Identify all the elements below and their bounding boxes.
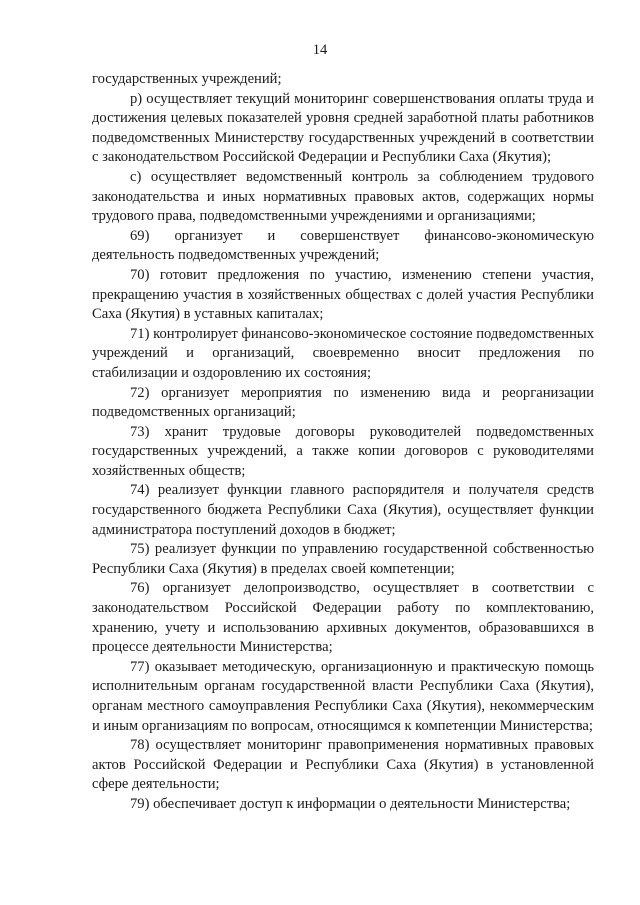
paragraph-continuation: государственных учреждений; (92, 71, 282, 87)
paragraph-item-69: 69) организует и совершенствует финансово-экономическую деятельность подведомственных учреждений; (92, 227, 594, 264)
paragraph-item-74: 74) реализует функции главного распорядителя и получателя средств государственного бюджета Республики Саха (Якутия), осуществляет функции администратора поступлений доходов в бюджет; (92, 482, 594, 538)
paragraph-item-77: 77) оказывает методическую, организационную и практическую помощь исполнительным органам государственной власти Республики Саха (Якутия), органам местного самоуправления Республики Саха (Якутия), некоммерческим и иным организациям по вопросам, относящимся к компетенции Министерства; (92, 658, 594, 734)
paragraph-item-71: 71) контролирует финансово-экономическое состояние подведомственных учреждений и организаций, своевременно вносит предложения по стабилизации и оздоровлению их состояния; (92, 325, 594, 381)
paragraph-item-76: 76) организует делопроизводство, осуществляет в соответствии с законодательством Российской Федерации работу по комплектованию, хранению, учету и использованию архивных документов, образовавшихся в процессе деятельности Министерства; (92, 580, 594, 656)
document-body (92, 70, 594, 815)
paragraph-item-s: с) осуществляет ведомственный контроль за соблюдением трудового законодательства и иных нормативных правовых актов, содержащих нормы трудового права, подведомственными учреждениями и организациями; (92, 168, 594, 225)
paragraph-item-73: 73) хранит трудовые договоры руководителей подведомственных государственных учреждений, а также копии договоров с руководителями хозяйственных обществ; (92, 423, 594, 479)
page-number: 14 (312, 42, 328, 58)
paragraph-item-79: 79) обеспечивает доступ к информации о деятельности Министерства; (130, 795, 571, 812)
paragraph-item-r: р) осуществляет текущий мониторинг совершенствования оплаты труда и достижения целевых показателей уровня средней заработной платы работников подведомственных Министерству государственных учреждений в соответствии с законодательством Российской Федерации и Республики Саха (Якутия); (92, 90, 594, 166)
paragraph-item-75: 75) реализует функции по управлению государственной собственностью Республики Саха (Якутия) в пределах своей компетенции; (92, 541, 594, 577)
paragraph-item-70: 70) готовит предложения по участию, изменению степени участия, прекращению участия в хозяйственных обществах с долей участия Республики Саха (Якутия) в уставных капиталах; (92, 266, 594, 323)
paragraph-item-72: 72) организует мероприятия по изменению вида и реорганизации подведомственных организаций; (92, 384, 594, 421)
paragraph-item-78: 78) осуществляет мониторинг правоприменения нормативных правовых актов Российской Федерации и Республики Саха (Якутия) в установленной сфере деятельности; (92, 737, 594, 793)
